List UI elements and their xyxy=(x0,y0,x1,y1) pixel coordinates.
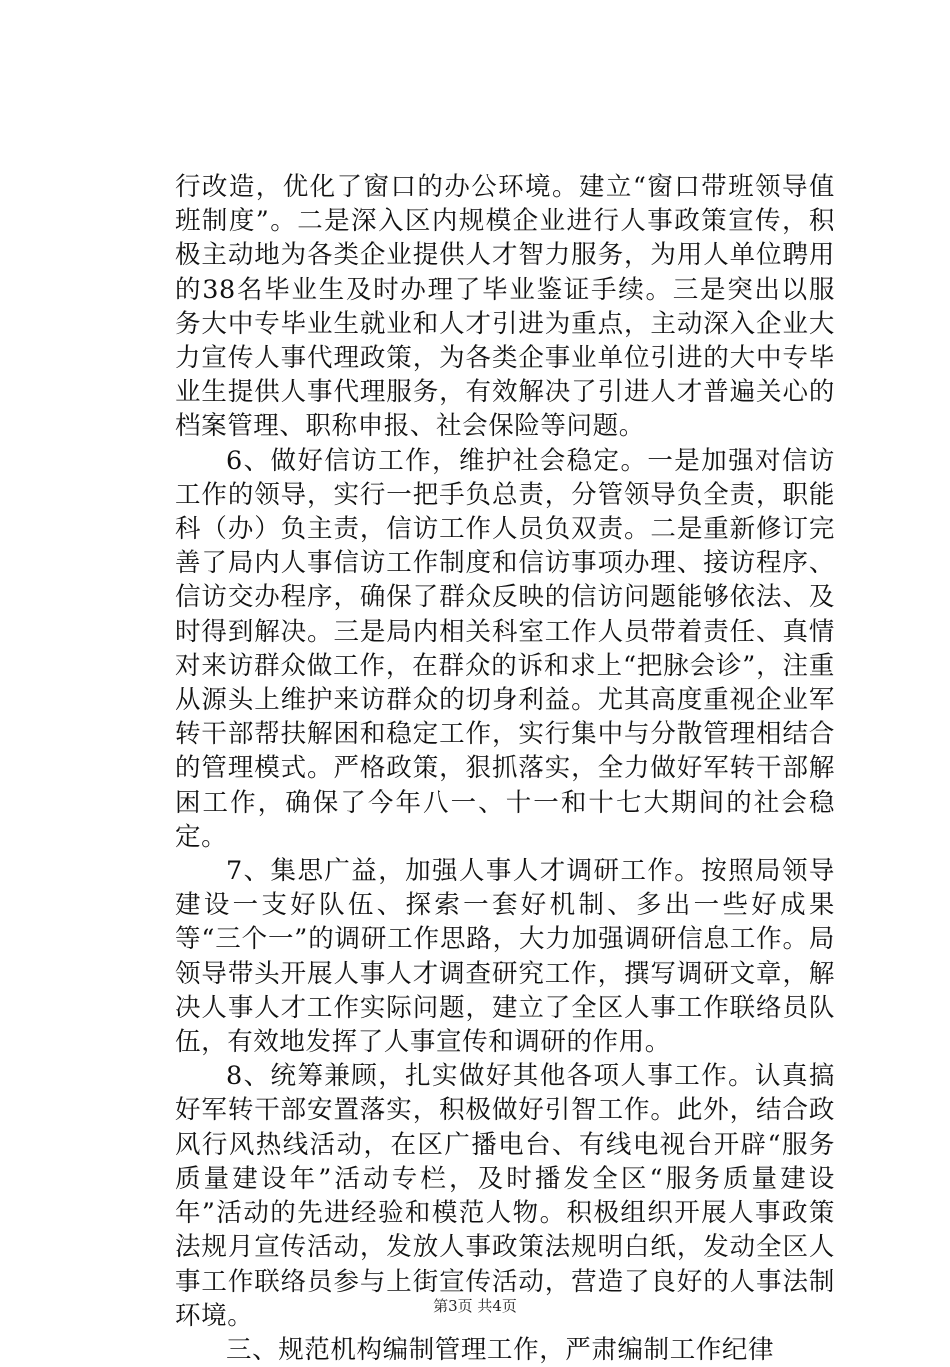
paragraph-item-8: 8、统筹兼顾，扎实做好其他各项人事工作。认真搞好军转干部安置落实，积极做好引智工作。此外，结合政风行风热线活动，在区广播电台、有线电视台开辟“服务质量建设年”活动专栏，及时播发全区“服务质量建设年”活动的先进经验和模范人物。积极组织开展人事政策法规月宣传活动，发放人事政策法规明白纸，发动全区人事工作联络员参与上街宣传活动，营造了良好的人事法制环境。 xyxy=(175,1061,835,1331)
document-body xyxy=(175,170,835,1367)
paragraph-item-6: 6、做好信访工作，维护社会稳定。一是加强对信访工作的领导，实行一把手负总责，分管领导负全责，职能科（办）负主责，信访工作人员负双责。二是重新修订完善了局内人事信访工作制度和信访事项办理、接访程序、信访交办程序，确保了群众反映的信访问题能够依法、及时得到解决。三是局内相关科室工作人员带着责任、真情对来访群众做工作，在群众的诉和求上“把脉会诊”，注重从源头上维护来访群众的切身利益。尤其高度重视企业军转干部帮扶解困和稳定工作，实行集中与分散管理相结合的管理模式。严格政策，狠抓落实，全力做好军转干部解困工作，确保了今年八一、十一和十七大期间的社会稳定。 xyxy=(175,445,835,852)
paragraph-item-7: 7、集思广益，加强人事人才调研工作。按照局领导建设一支好队伍、探索一套好机制、多出一些好成果等“三个一”的调研工作思路，大力加强调研信息工作。局领导带头开展人事人才调查研究工作，撰写调研文章，解决人事人才工作实际问题，建立了全区人事工作联络员队伍，有效地发挥了人事宣传和调研的作用。 xyxy=(175,856,835,1058)
page-footer: 第3页 共4页 xyxy=(433,1297,517,1315)
section-heading-3: 三、规范机构编制管理工作，严肃编制工作纪律 xyxy=(226,1334,775,1365)
paragraph-continuation: 行改造，优化了窗口的办公环境。建立“窗口带班领导值班制度”。二是深入区内规模企业进行人事政策宣传，积极主动地为各类企业提供人才智力服务，为用人单位聘用的38名毕业生及时办理了毕业鉴证手续。三是突出以服务大中专毕业生就业和人才引进为重点，主动深入企业大力宣传人事代理政策，为各类企事业单位引进的大中专毕业生提供人事代理服务，有效解决了引进人才普遍关心的档案管理、职称申报、社会保险等问题。 xyxy=(175,172,835,442)
